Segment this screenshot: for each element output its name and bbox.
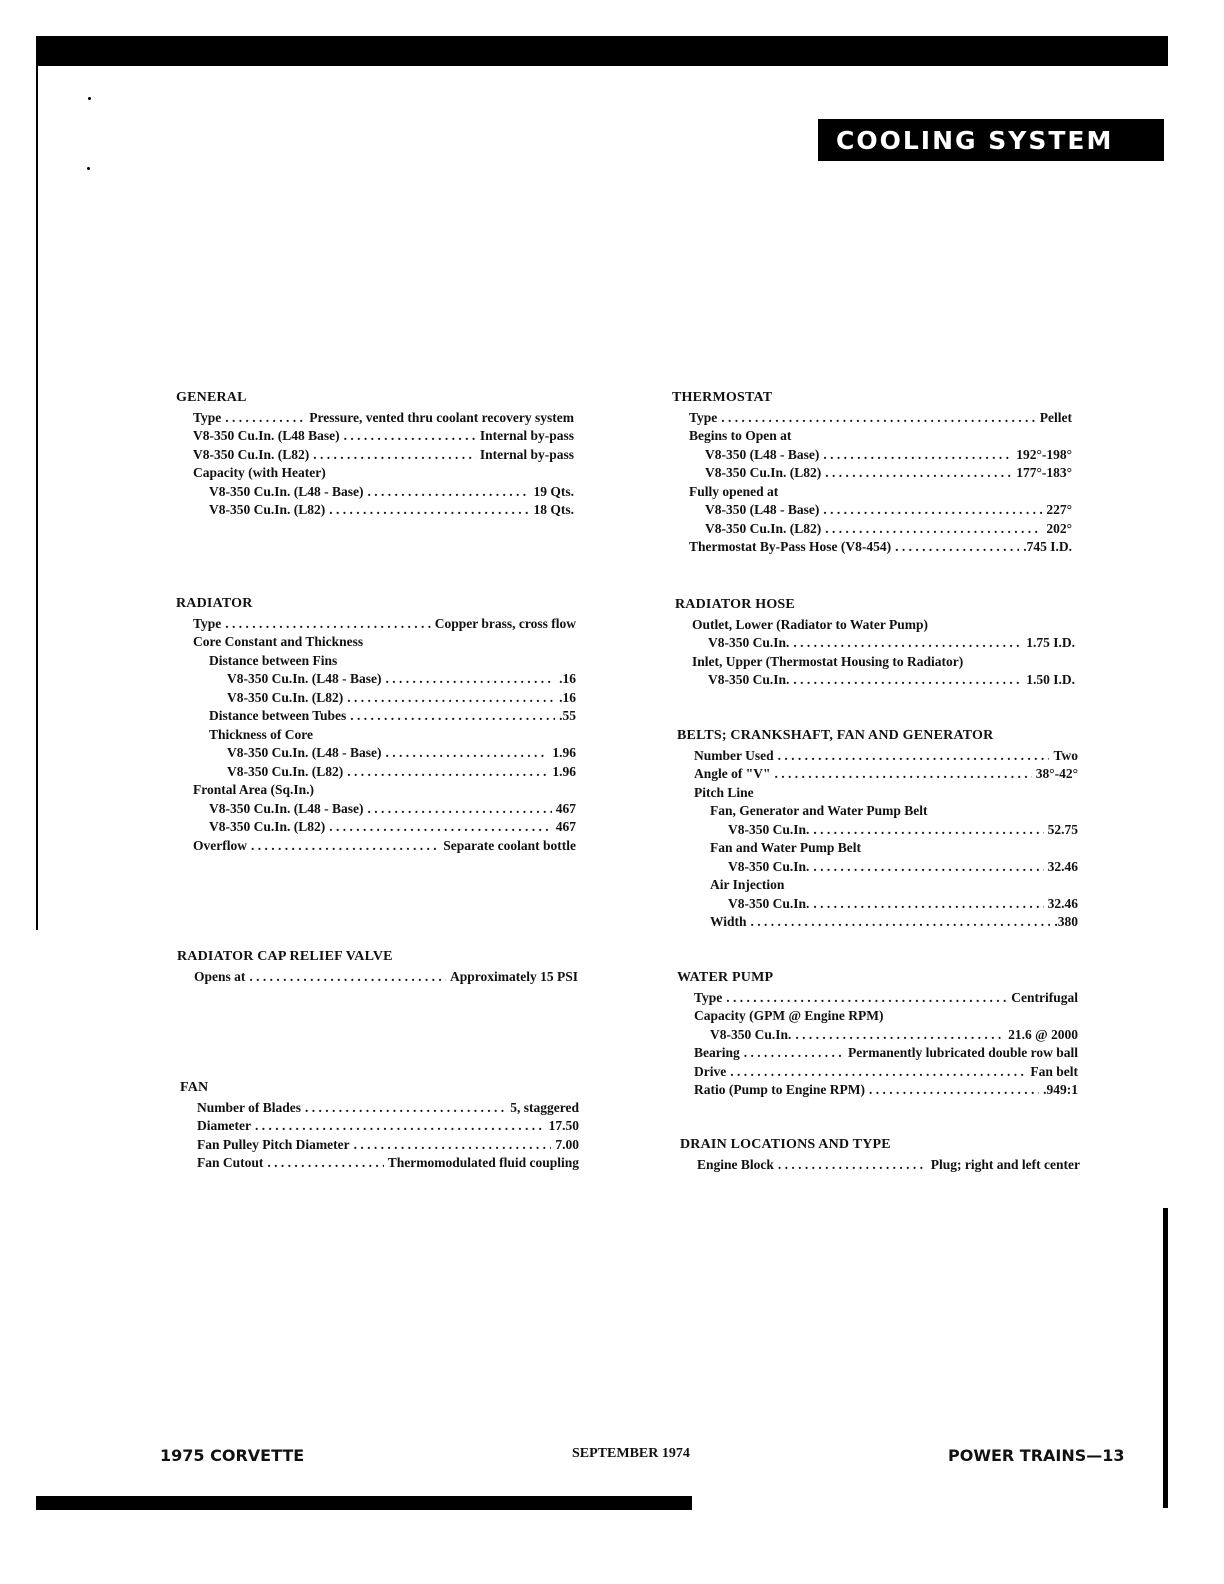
spec-label: V8-350 Cu.In. (L48 Base) bbox=[193, 428, 340, 443]
spec-label: V8-350 Cu.In. bbox=[728, 858, 810, 874]
top-border-bar bbox=[36, 36, 1168, 66]
spec-row bbox=[677, 876, 1078, 895]
spec-row bbox=[677, 1081, 1078, 1100]
dot-leader bbox=[895, 538, 1019, 557]
spec-row bbox=[675, 653, 1075, 672]
spec-label: V8-350 (L48 - Base) bbox=[705, 502, 820, 517]
spec-row bbox=[675, 634, 1075, 653]
footer-date: SEPTEMBER 1974 bbox=[572, 1446, 690, 1461]
spec-value: Approximately 15 PSI bbox=[449, 968, 578, 984]
spec-value: 18 Qts. bbox=[533, 502, 574, 517]
dot-leader bbox=[825, 520, 1042, 539]
spec-value: 467 bbox=[555, 800, 576, 816]
spec-row bbox=[677, 765, 1078, 784]
dot-leader bbox=[350, 707, 555, 726]
spec-label: Fully opened at bbox=[689, 483, 779, 499]
spec-value: 7.00 bbox=[555, 1136, 579, 1152]
spec-label: Thermostat By-Pass Hose (V8-454) bbox=[689, 539, 892, 554]
dot-leader bbox=[869, 1081, 1039, 1100]
spec-label: V8-350 Cu.In. bbox=[708, 635, 790, 650]
spec-row bbox=[176, 837, 576, 856]
spec-label: V8-350 Cu.In. (L48 - Base) bbox=[227, 745, 382, 760]
spec-label: Diameter bbox=[197, 1118, 251, 1133]
spec-value: Internal by-pass bbox=[479, 428, 574, 443]
spec-value: Fan belt bbox=[1030, 1063, 1078, 1079]
spec-row bbox=[176, 781, 576, 800]
dot-leader bbox=[386, 670, 556, 689]
spec-row bbox=[176, 763, 576, 782]
thermostat-section bbox=[672, 389, 1072, 557]
spec-row bbox=[677, 839, 1078, 858]
spec-row bbox=[176, 409, 574, 428]
spec-row bbox=[180, 1154, 579, 1173]
dot-leader bbox=[313, 446, 476, 465]
spec-label: V8-350 Cu.In. (L48 - Base) bbox=[209, 483, 364, 499]
spec-row bbox=[677, 747, 1078, 766]
spec-label: Number Used bbox=[694, 747, 774, 763]
spec-value: Internal by-pass bbox=[479, 446, 574, 462]
spec-value: Permanently lubricated double row ball bbox=[847, 1045, 1078, 1060]
section-heading: THERMOSTAT bbox=[672, 390, 773, 405]
spec-row bbox=[672, 501, 1072, 520]
dot-leader bbox=[823, 501, 1042, 520]
dot-leader bbox=[730, 1063, 1026, 1082]
section-heading: RADIATOR CAP RELIEF VALVE bbox=[177, 949, 393, 964]
spec-value: Pressure, vented thru coolant recovery system bbox=[309, 409, 574, 425]
spec-value: 177°-183° bbox=[1016, 465, 1072, 480]
spec-label: V8-350 Cu.In. bbox=[708, 672, 790, 687]
dot-leader bbox=[329, 501, 529, 520]
spec-row bbox=[180, 1117, 579, 1136]
spec-label: Type bbox=[193, 409, 222, 425]
general-section bbox=[176, 389, 574, 520]
spec-row bbox=[677, 913, 1078, 932]
radiator-hose-section bbox=[675, 596, 1075, 690]
spec-row bbox=[176, 501, 574, 520]
spec-label: V8-350 Cu.In. bbox=[728, 895, 810, 911]
spec-row bbox=[677, 1044, 1078, 1063]
section-heading: BELTS; CRANKSHAFT, FAN AND GENERATOR bbox=[677, 728, 994, 743]
section-banner: COOLING SYSTEM bbox=[818, 119, 1164, 161]
spec-value: 5, staggered bbox=[510, 1099, 579, 1115]
spec-row bbox=[677, 858, 1078, 877]
radiator-cap-section bbox=[177, 948, 578, 986]
spec-label: Thickness of Core bbox=[209, 726, 314, 742]
footer-page-number: POWER TRAINS—13 bbox=[948, 1446, 1125, 1465]
dot-leader bbox=[744, 1044, 844, 1063]
radiator-section bbox=[176, 595, 576, 855]
spec-label: Type bbox=[694, 989, 723, 1005]
spec-value: .745 I.D. bbox=[1023, 539, 1072, 554]
spec-label: Distance between Tubes bbox=[209, 708, 347, 723]
spec-value: .380 bbox=[1054, 914, 1078, 929]
spec-row bbox=[176, 483, 574, 502]
spec-label: Angle of "V" bbox=[694, 766, 771, 781]
spec-label: V8-350 Cu.In. (L82) bbox=[227, 689, 344, 705]
spec-value: 32.46 bbox=[1047, 895, 1078, 911]
left-border-rule bbox=[36, 60, 38, 930]
spec-row bbox=[677, 989, 1078, 1008]
spec-label: V8-350 Cu.In. (L82) bbox=[705, 465, 822, 480]
spec-value: Pellet bbox=[1039, 409, 1072, 425]
spec-value: .949:1 bbox=[1043, 1082, 1078, 1097]
spec-label: Frontal Area (Sq.In.) bbox=[193, 782, 315, 797]
dot-leader bbox=[347, 689, 555, 708]
spec-row bbox=[672, 446, 1072, 465]
dot-leader bbox=[354, 1136, 552, 1155]
spec-label: Fan and Water Pump Belt bbox=[710, 840, 862, 855]
dot-leader bbox=[225, 615, 430, 634]
spec-label: V8-350 Cu.In. (L82) bbox=[209, 502, 326, 517]
dot-leader bbox=[813, 821, 1043, 840]
scan-speck bbox=[88, 97, 91, 100]
spec-label: Drive bbox=[694, 1063, 727, 1079]
dot-leader bbox=[255, 1117, 545, 1136]
dot-leader bbox=[368, 800, 552, 819]
section-heading: WATER PUMP bbox=[677, 970, 774, 985]
dot-leader bbox=[778, 1156, 927, 1175]
spec-row bbox=[176, 464, 574, 483]
dot-leader bbox=[726, 989, 1007, 1008]
spec-value: Plug; right and left center bbox=[930, 1156, 1080, 1172]
spec-value: 1.96 bbox=[552, 763, 576, 779]
spec-label: Type bbox=[193, 615, 222, 631]
belts-section bbox=[677, 727, 1078, 932]
spec-label: V8-350 (L48 - Base) bbox=[705, 446, 820, 462]
spec-label: Pitch Line bbox=[694, 784, 754, 800]
spec-label: V8-350 Cu.In. (L82) bbox=[193, 446, 310, 462]
spec-label: Fan, Generator and Water Pump Belt bbox=[710, 803, 928, 818]
spec-label: Type bbox=[689, 409, 718, 425]
spec-label: Capacity (with Heater) bbox=[193, 465, 326, 480]
spec-row bbox=[680, 1156, 1080, 1175]
spec-value: 21.6 @ 2000 bbox=[1008, 1026, 1078, 1042]
spec-row bbox=[677, 895, 1078, 914]
spec-label: Number of Blades bbox=[197, 1099, 302, 1115]
bottom-border-bar bbox=[36, 1496, 692, 1510]
spec-value: .16 bbox=[559, 671, 576, 686]
dot-leader bbox=[823, 446, 1012, 465]
dot-leader bbox=[793, 634, 1022, 653]
spec-label: V8-350 Cu.In. (L48 - Base) bbox=[209, 800, 364, 816]
spec-label: Bearing bbox=[694, 1045, 740, 1060]
spec-row bbox=[176, 707, 576, 726]
spec-value: .16 bbox=[559, 689, 576, 705]
dot-leader bbox=[751, 913, 1051, 932]
spec-label: Ratio (Pump to Engine RPM) bbox=[694, 1082, 865, 1097]
spec-row bbox=[677, 1063, 1078, 1082]
spec-row bbox=[677, 784, 1078, 803]
spec-value: .55 bbox=[559, 708, 576, 723]
spec-row bbox=[672, 464, 1072, 483]
dot-leader bbox=[778, 747, 1050, 766]
dot-leader bbox=[329, 818, 551, 837]
spec-row bbox=[675, 616, 1075, 635]
spec-row bbox=[177, 968, 578, 987]
spec-label: Core Constant and Thickness bbox=[193, 634, 364, 649]
spec-value: Thermomodulated fluid coupling bbox=[387, 1155, 579, 1170]
spec-row bbox=[672, 409, 1072, 428]
spec-row bbox=[176, 689, 576, 708]
spec-row bbox=[677, 821, 1078, 840]
spec-label: Air Injection bbox=[710, 877, 785, 892]
spec-row bbox=[672, 427, 1072, 446]
dot-leader bbox=[347, 763, 548, 782]
spec-label: V8-350 Cu.In. (L82) bbox=[227, 763, 344, 779]
spec-row bbox=[176, 652, 576, 671]
spec-label: Outlet, Lower (Radiator to Water Pump) bbox=[692, 616, 928, 632]
section-heading: GENERAL bbox=[176, 390, 247, 405]
dot-leader bbox=[813, 895, 1043, 914]
spec-row bbox=[176, 427, 574, 446]
dot-leader bbox=[721, 409, 1036, 428]
dot-leader bbox=[775, 765, 1032, 784]
spec-value: 192°-198° bbox=[1016, 446, 1072, 462]
spec-label: V8-350 Cu.In. (L48 - Base) bbox=[227, 671, 382, 686]
dot-leader bbox=[344, 427, 476, 446]
section-heading: DRAIN LOCATIONS AND TYPE bbox=[680, 1137, 891, 1152]
spec-row bbox=[180, 1099, 579, 1118]
dot-leader bbox=[793, 671, 1022, 690]
spec-row bbox=[677, 1007, 1078, 1026]
dot-leader bbox=[225, 409, 305, 428]
spec-row bbox=[176, 446, 574, 465]
spec-row bbox=[672, 520, 1072, 539]
spec-label: Width bbox=[710, 914, 747, 929]
dot-leader bbox=[795, 1026, 1004, 1045]
spec-row bbox=[672, 538, 1072, 557]
dot-leader bbox=[825, 464, 1012, 483]
section-heading: RADIATOR bbox=[176, 596, 253, 611]
spec-value: 202° bbox=[1046, 520, 1072, 536]
spec-value: 52.75 bbox=[1047, 821, 1078, 837]
dot-leader bbox=[813, 858, 1043, 877]
spec-row bbox=[672, 483, 1072, 502]
footer-model: 1975 CORVETTE bbox=[160, 1446, 305, 1465]
spec-row bbox=[176, 744, 576, 763]
spec-label: V8-350 Cu.In. bbox=[710, 1026, 792, 1042]
dot-leader bbox=[267, 1154, 383, 1173]
spec-value: 1.96 bbox=[552, 745, 576, 760]
section-heading: RADIATOR HOSE bbox=[675, 597, 795, 612]
spec-value: Copper brass, cross flow bbox=[434, 615, 576, 631]
spec-row bbox=[677, 1026, 1078, 1045]
spec-value: Separate coolant bottle bbox=[443, 837, 576, 853]
spec-value: 38°-42° bbox=[1035, 766, 1078, 781]
spec-row bbox=[176, 800, 576, 819]
right-border-rule bbox=[1163, 1208, 1168, 1508]
spec-row bbox=[176, 726, 576, 745]
spec-row bbox=[180, 1136, 579, 1155]
spec-row bbox=[176, 818, 576, 837]
spec-label: Overflow bbox=[193, 837, 247, 853]
section-heading: FAN bbox=[180, 1080, 209, 1095]
spec-row bbox=[176, 615, 576, 634]
spec-value: 17.50 bbox=[548, 1118, 579, 1133]
dot-leader bbox=[249, 968, 446, 987]
spec-value: 1.50 I.D. bbox=[1026, 672, 1075, 687]
spec-label: Fan Pulley Pitch Diameter bbox=[197, 1136, 350, 1152]
spec-label: V8-350 Cu.In. (L82) bbox=[705, 520, 822, 536]
spec-value: 227° bbox=[1046, 502, 1072, 517]
dot-leader bbox=[305, 1099, 506, 1118]
spec-label: Capacity (GPM @ Engine RPM) bbox=[694, 1008, 884, 1023]
spec-label: V8-350 Cu.In. bbox=[728, 821, 810, 837]
drain-locations-section bbox=[680, 1136, 1080, 1174]
dot-leader bbox=[386, 744, 549, 763]
spec-row bbox=[176, 670, 576, 689]
scan-speck bbox=[87, 167, 90, 170]
spec-label: Begins to Open at bbox=[689, 428, 792, 443]
spec-label: Distance between Fins bbox=[209, 652, 338, 668]
spec-value: 1.75 I.D. bbox=[1026, 635, 1075, 650]
spec-label: Fan Cutout bbox=[197, 1155, 264, 1170]
spec-value: Centrifugal bbox=[1011, 989, 1078, 1005]
spec-value: 467 bbox=[555, 819, 576, 834]
spec-label: V8-350 Cu.In. (L82) bbox=[209, 819, 326, 834]
water-pump-section bbox=[677, 969, 1078, 1100]
spec-row bbox=[176, 633, 576, 652]
spec-row bbox=[675, 671, 1075, 690]
fan-section bbox=[180, 1079, 579, 1173]
dot-leader bbox=[251, 837, 439, 856]
spec-label: Inlet, Upper (Thermostat Housing to Radiator) bbox=[692, 653, 964, 669]
spec-value: 32.46 bbox=[1047, 858, 1078, 874]
spec-row bbox=[677, 802, 1078, 821]
spec-value: Two bbox=[1053, 747, 1078, 763]
spec-label: Opens at bbox=[194, 968, 246, 984]
spec-value: 19 Qts. bbox=[533, 483, 574, 499]
dot-leader bbox=[368, 483, 530, 502]
spec-label: Engine Block bbox=[697, 1156, 774, 1172]
